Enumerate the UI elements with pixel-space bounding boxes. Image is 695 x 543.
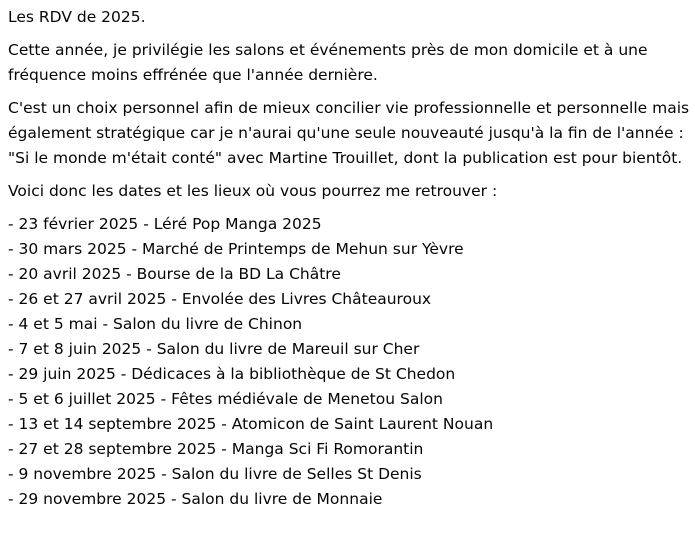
event-list	[8, 212, 692, 512]
event-item: - 7 et 8 juin 2025 - Salon du livre de Mareuil sur Cher	[8, 340, 420, 358]
post-body	[8, 5, 692, 512]
event-item: - 13 et 14 septembre 2025 - Atomicon de Saint Laurent Nouan	[8, 415, 494, 433]
event-item: - 9 novembre 2025 - Salon du livre de Selles St Denis	[8, 465, 422, 483]
post-paragraph-1: Cette année, je privilégie les salons et événements près de mon domicile et à une fréquence moins effrénée que l'année dernière.	[8, 41, 648, 84]
event-item: - 5 et 6 juillet 2025 - Fêtes médiévale de Menetou Salon	[8, 390, 443, 408]
event-item: - 29 novembre 2025 - Salon du livre de Monnaie	[8, 490, 383, 508]
post-paragraph-2: C'est un choix personnel afin de mieux concilier vie professionnelle et personnelle mais également stratégique car je n'aurai qu'une seule nouveauté jusqu'à la fin de l'année : "Si le monde m'était conté" avec Martine Trouillet, dont la publication est pour bientôt.	[8, 99, 690, 167]
event-item: - 30 mars 2025 - Marché de Printemps de Mehun sur Yèvre	[8, 240, 464, 258]
event-item: - 26 et 27 avril 2025 - Envolée des Livres Châteauroux	[8, 290, 432, 308]
event-item: - 23 février 2025 - Léré Pop Manga 2025	[8, 215, 322, 233]
post-paragraph-3: Voici donc les dates et les lieux où vous pourrez me retrouver :	[8, 182, 498, 200]
event-item: - 29 juin 2025 - Dédicaces à la bibliothèque de St Chedon	[8, 365, 456, 383]
event-item: - 20 avril 2025 - Bourse de la BD La Châtre	[8, 265, 341, 283]
event-item: - 27 et 28 septembre 2025 - Manga Sci Fi Romorantin	[8, 440, 424, 458]
post-title: Les RDV de 2025.	[8, 8, 146, 26]
event-item: - 4 et 5 mai - Salon du livre de Chinon	[8, 315, 303, 333]
